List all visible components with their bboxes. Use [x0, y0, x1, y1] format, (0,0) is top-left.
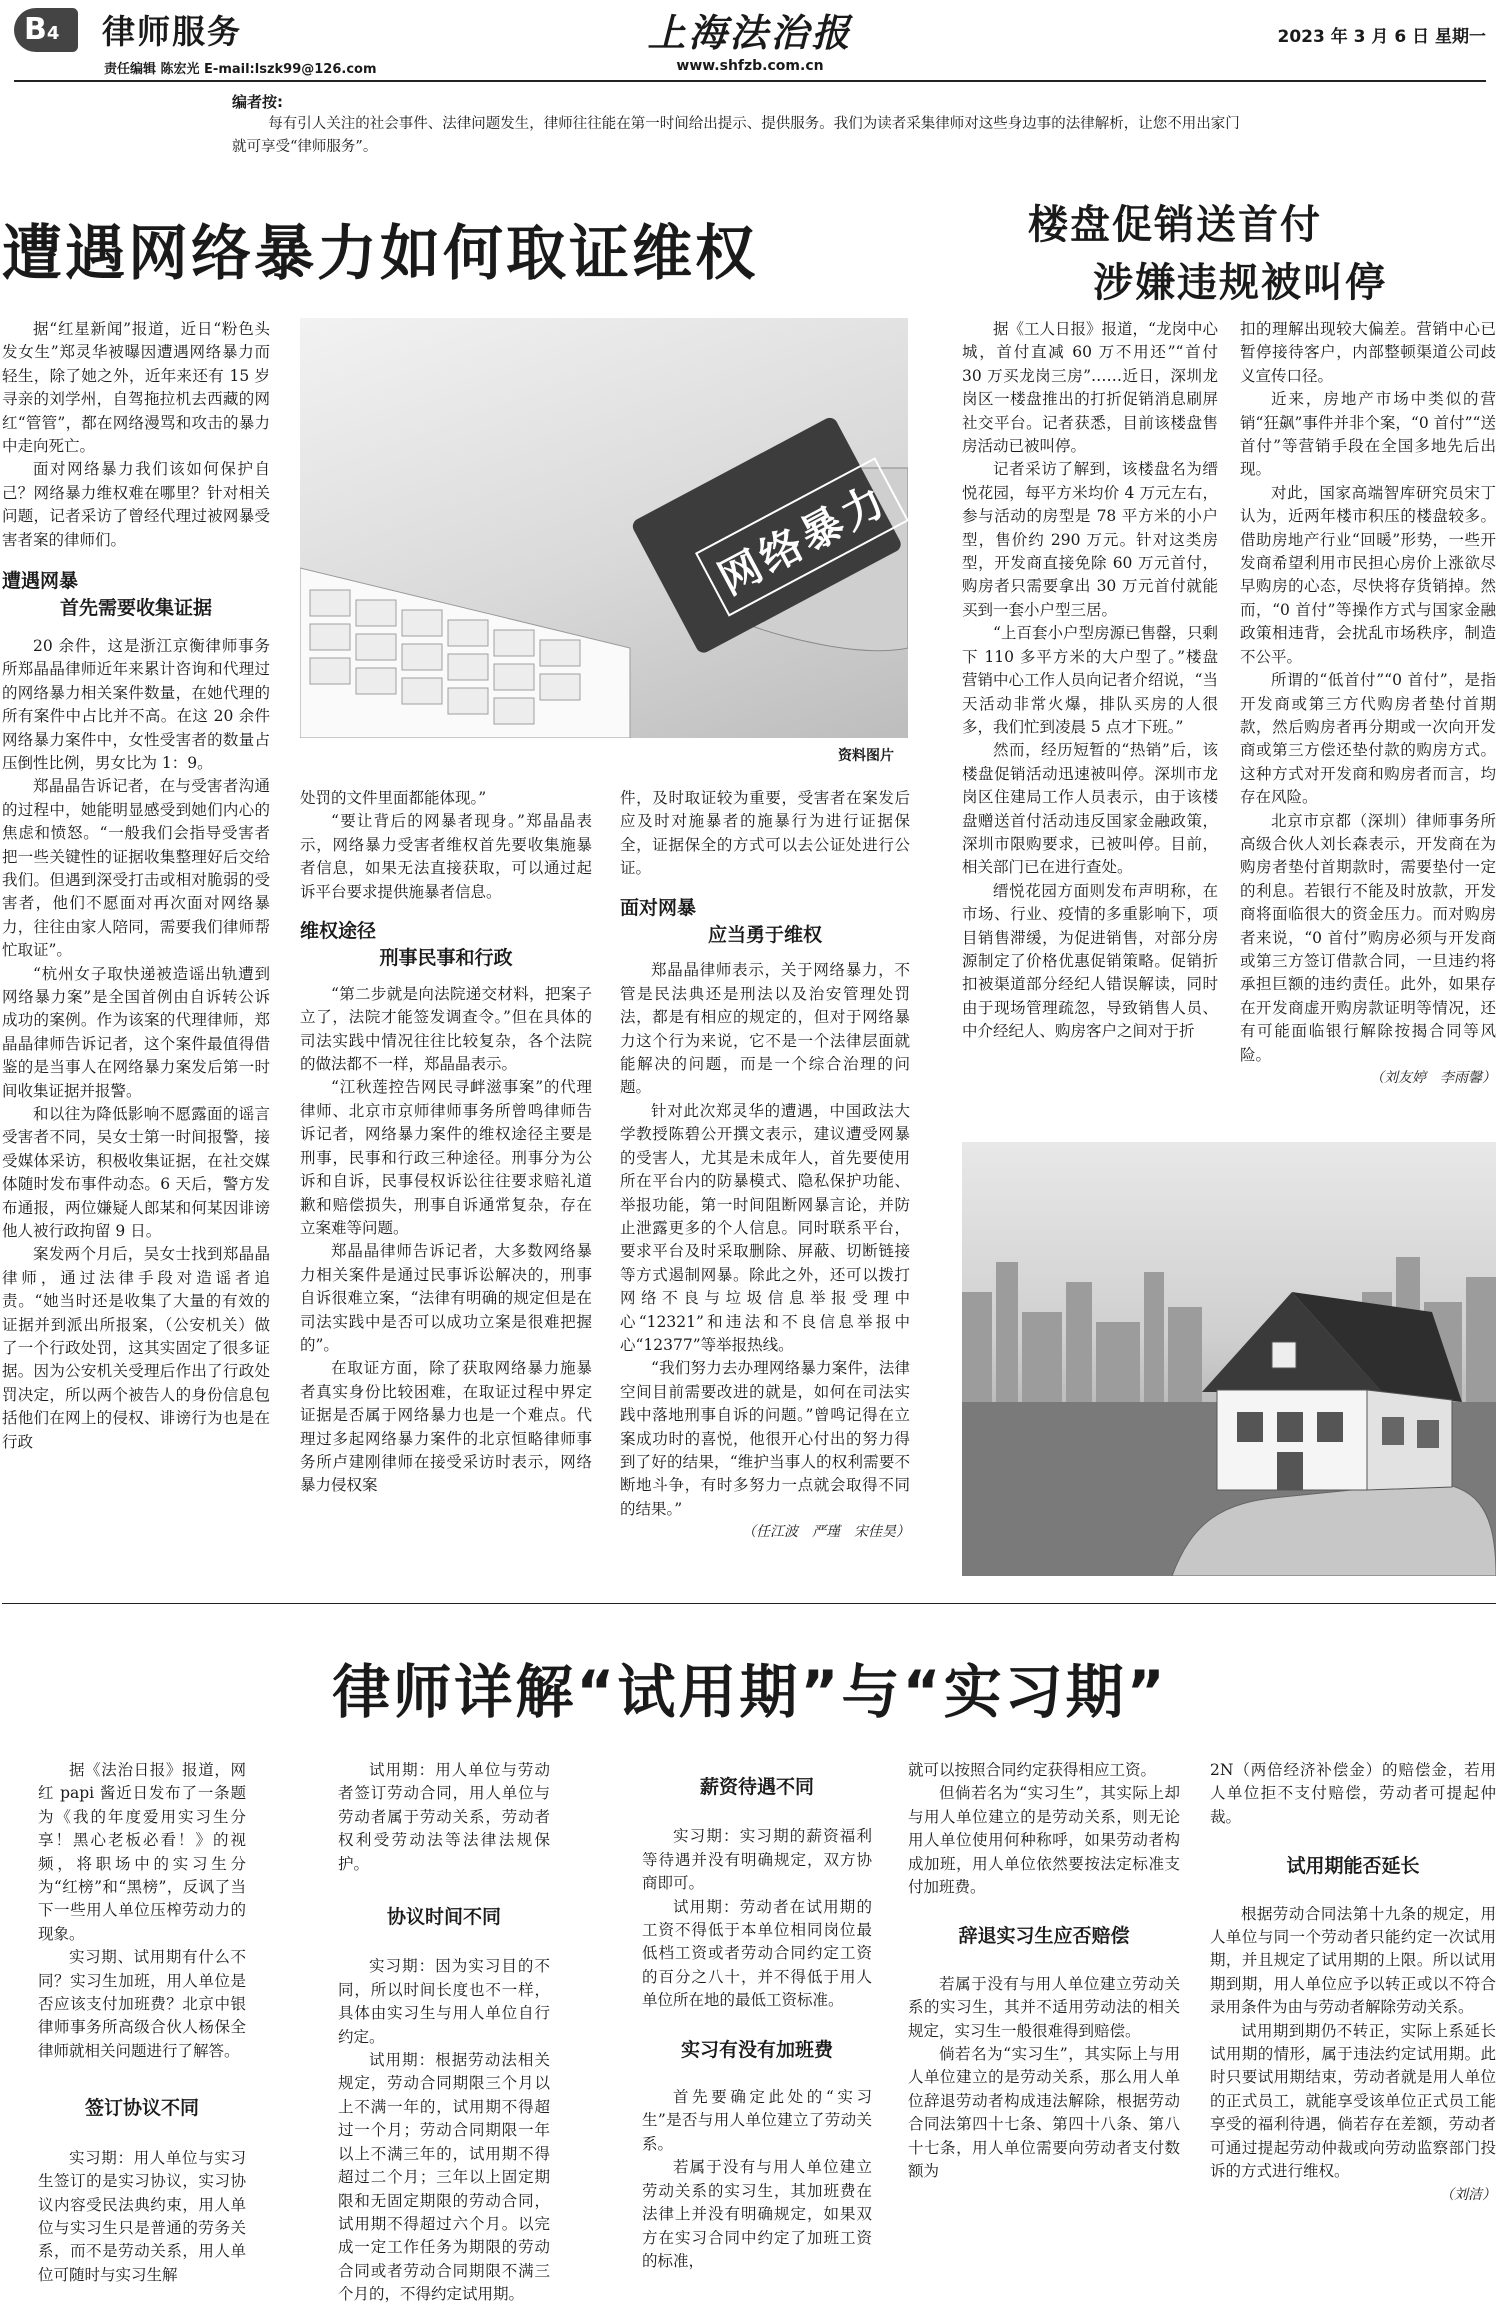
article2-column-2 [1240, 318, 1496, 1090]
article1-photo [300, 318, 908, 738]
article3-column-3 [642, 1776, 872, 2273]
paragraph: 所谓的“低首付”“0 首付”，是指开发商或第三方代购房者垫付首期款，然后购房者再分期或一次向开发商或第三方偿还垫付款的购房方式。这种方式对开发商和购房者而言，均存在风险。 [1240, 671, 1496, 807]
article2-title-line-1: 楼盘促销送首付 [1028, 202, 1322, 248]
issue-date: 2023 年 3 月 6 日 星期一 [1277, 27, 1486, 47]
paragraph: 就可以按照合同约定获得相应工资。 [908, 1761, 1157, 1779]
paragraph: 试用期：根据劳动法相关规定，劳动合同期限三个月以上不满一年的，试用期不得超过一个月；劳动合同期限一年以上不满三年的，试用期不得超过二个月；三年以上固定期限和无固定期限的劳动合同，试用期不得超过六个月。以完成一定工作任务为期限的劳动合同或者劳动合同期限不满三个月的，不得约定试用期。 [338, 2051, 550, 2304]
paragraph: 记者采访了解到，该楼盘名为缙悦花园，每平方米均价 4 万元左右，参与活动的房型是 78 平方米的小户型，售价约 290 万元。针对这类房型，开发商直接免除 60 万元首付，购房者只需要拿出 30 万元首付就能买到一套小户型三居。 [962, 460, 1218, 619]
article3-title: 律师详解“试用期”与“实习期” [332, 1658, 1168, 1726]
paragraph: 实习期、试用期有什么不同？实习生加班，用人单位是否应该支付加班费？北京中银律师事务所高级合伙人杨保全律师就相关问题进行了解答。 [38, 1948, 246, 2060]
paragraph: “杭州女子取快递被造谣出轨遭到网络暴力案”是全国首例由自诉转公诉成功的案例。作为该案的代理律师，郑晶晶律师告诉记者，这个案件最值得借鉴的是当事人在网络暴力案发后第一时间收集证据并报警。 [2, 964, 270, 1100]
paragraph: 对此，国家高端智库研究员宋丁认为，近两年楼市积压的楼盘较多。借助房地产行业“回暖”形势，一些开发商希望利用市民担心房价上涨欲尽早购房的心态，尽快将存货销掉。然而，“0 首付”等操作方式与国家金融政策相违背，会扰乱市场秩序，制造不公平。 [1240, 483, 1496, 666]
article3-column-1 [38, 1759, 246, 2287]
paragraph: 件，及时取证较为重要，受害者在案发后应及时对施暴者的施暴行为进行证据保全，证据保全的方式可以去公证处进行公证。 [620, 789, 910, 878]
subheading: 薪资待遇不同 [699, 1776, 814, 1798]
paragraph: 缙悦花园方面则发布声明称，在市场、行业、疫情的多重影响下，项目销售滞缓，为促进销售，对部分房源制定了价格优惠促销策略。促销折扣被渠道部分经纪人错误解读，同时由于现场管理疏忽，导致销售人员、中介经纪人、购房客户之间对于折 [962, 881, 1218, 1041]
section-divider [2, 1603, 1496, 1604]
paragraph: “我们努力去办理网络暴力案件，法律空间目前需要改进的就是，如何在司法实践中落地刑事自诉的问题。”曾鸣记得在立案成功时的喜悦，他很开心付出的努力得到了好的结果，“维护当事人的权利需要不断地斗争，有时多努力一点就会取得不同的结果。” [620, 1359, 910, 1518]
paragraph: 据《工人日报》报道，“龙岗中心城，首付直减 60 万不用还”“首付 30 万买龙岗三房”……近日，深圳龙岗区一楼盘推出的打折促销消息刷屏社交平台。记者获悉，目前该楼盘售房活动已被叫停。 [962, 320, 1218, 456]
paragraph: 郑晶晶律师告诉记者，大多数网络暴力相关案件是通过民事诉讼解决的，刑事自诉很难立案，“法律有明确的规定但是在司法实践中是否可以成功立案是很难把握的”。 [300, 1242, 592, 1354]
paragraph: “要让背后的网暴者现身。”郑晶晶表示，网络暴力受害者维权首先要收集施暴者信息，如果无法直接获取，可以通过起诉平台要求提供施暴者信息。 [300, 812, 592, 901]
paragraph: 处罚的文件里面都能体现。” [300, 789, 487, 807]
page-badge-number: 4 [46, 23, 60, 44]
paragraph: 若属于没有与用人单位建立劳动关系的实习生，其加班费在法律上并没有明确规定，如果双方在实习合同中约定了加班工资的标准， [642, 2158, 872, 2270]
article3-column-5 [1210, 1759, 1496, 2207]
subheading: 辞退实习生应否赔偿 [958, 1925, 1130, 1948]
paragraph: 扣的理解出现较大偏差。营销中心已暂停接待客户，内部整顿渠道公司歧义宣传口径。 [1240, 320, 1496, 385]
subheading: 维权途径 [300, 920, 377, 943]
paragraph: 实习期：因为实习目的不同，所以时间长度也不一样，具体由实习生与用人单位自行约定。 [338, 1957, 550, 2046]
page-badge-letter: B [24, 12, 47, 47]
paragraph: 和以往为降低影响不愿露面的谣言受害者不同，吴女士第一时间报警，接受媒体采访，积极收集证据，在社交媒体随时发布事件动态。6 天后，警方发布通报，两位嫌疑人郎某和何某因诽谤他人被行政拘留 9 日。 [2, 1105, 270, 1241]
paragraph: 试用期：用人单位与劳动者签订劳动合同，用人单位与劳动者属于劳动关系，劳动者权利受劳动法等法律法规保护。 [338, 1761, 550, 1873]
subheading: 遭遇网暴 [2, 570, 79, 593]
paragraph: 根据劳动合同法第十九条的规定，用人单位与同一个劳动者只能约定一次试用期，并且规定了试用期的上限。所以试用期到期，用人单位应予以转正或以不符合录用条件为由与劳动者解除劳动关系。 [1210, 1904, 1496, 2017]
article1-column-1 [2, 318, 270, 1454]
article2-title-line-2: 涉嫌违规被叫停 [1093, 260, 1387, 306]
website: www.shfzb.com.cn [676, 58, 824, 74]
article2-column-1 [962, 318, 1218, 1044]
paragraph: 北京市京都（深圳）律师事务所高级合伙人刘长森表示，开发商在为购房者垫付首期款时，需要垫付一定的利息。若银行不能及时放款，开发商将面临很大的资金压力。而对购房者来说，“0 首付”购房必须与开发商或第三方签订借款合同，一旦违约将承担巨额的违约责任。此外，如果存在开发商虚开购房款证明等情况，还有可能面临银行解除按揭合同等风险。 [1240, 811, 1496, 1064]
article2-photo [962, 1142, 1496, 1576]
subheading: 签订协议不同 [84, 2097, 199, 2120]
header-rule [14, 80, 1486, 82]
subheading: 刑事民事和行政 [379, 947, 513, 970]
section-title: 律师服务 [102, 12, 242, 51]
article1-column-3 [620, 787, 910, 1545]
subheading: 首先需要收集证据 [59, 597, 212, 620]
byline: （刘友婷 李雨馨） [1370, 1070, 1496, 1086]
paragraph: 针对此次郑灵华的遭遇，中国政法大学教授陈碧公开撰文表示，建议遭受网暴的受害人，尤其是未成年人，首先要使用所在平台内的防暴模式、隐私保护功能、举报功能，第一时间阻断网暴言论，并防止泄露更多的个人信息。同时联系平台，要求平台及时采取删除、屏蔽、切断链接等方式遏制网暴。除此之外，还可以拨打网络不良与垃圾信息举报受理中心“12321”和违法和不良信息举报中心“12377”等举报热线。 [620, 1101, 910, 1354]
subheading: 协议时间不同 [386, 1906, 501, 1929]
editor-note-text: 每有引人关注的社会事件、法律问题发生，律师往往能在第一时间给出提示、提供服务。我们为读者采集律师对这些身边事的法律解析，让您不用出家门就可享受“律师服务”。 [232, 116, 1240, 155]
byline: （任江波 严瑾 宋佳昊） [742, 1524, 910, 1541]
article1-title: 遭遇网络暴力如何取证维权 [2, 219, 758, 289]
card-text: 网络暴力 [695, 457, 908, 616]
byline: （刘洁） [1440, 2186, 1496, 2203]
paragraph: 实习期：用人单位与实习生签订的是实习协议，实习协议内容受民法典约束，用人单位与实习生只是普通的劳务关系，而不是劳动关系，用人单位可随时与实习生解 [38, 2148, 246, 2284]
subheading: 面对网暴 [620, 896, 697, 919]
paragraph: 近来，房地产市场中类似的营销“狂飙”事件并非个案，“0 首付”“送首付”等营销手段在全国多地先后出现。 [1240, 390, 1496, 479]
paragraph: “上百套小户型房源已售罄，只剩下 110 多平方米的大户型了。”楼盘营销中心工作人员向记者介绍说，“当天活动非常火爆，排队买房的人很多，我们忙到凌晨 5 点才下班。” [962, 624, 1218, 736]
paragraph: 据《法治日报》报道，网红 papi 酱近日发布了一条题为《我的年度爱用实习生分享！黑心老板必看！》的视频，将职场中的实习生分为“红榜”和“黑榜”，反讽了当下一些用人单位压榨劳动力的现象。 [38, 1761, 246, 1943]
paragraph: 据“红星新闻”报道，近日“粉色头发女生”郑灵华被曝因遭遇网络暴力而轻生，除了她之外，近年来还有 15 岁寻亲的刘学州，自驾拖拉机去西藏的网红“管管”，都在网络漫骂和攻击的暴力中走向死亡。 [2, 320, 270, 456]
paragraph: 2N（两倍经济补偿金）的赔偿金，若用人单位拒不支付赔偿，劳动者可提起仲裁。 [1210, 1761, 1496, 1826]
paragraph: 试用期到期仍不转正，实际上系延长试用期的情形，属于违法约定试用期。此时只要试用期结束，劳动者就是用人单位的正式员工，就能享受该单位正式员工能享受的福利待遇，倘若存在差额，劳动者可通过提起劳动仲裁或向劳动监察部门投诉的方式进行维权。 [1210, 2021, 1496, 2181]
paragraph: “第二步就是向法院递交材料，把案子立了，法院才能签发调查令。”但在具体的司法实践中情况往往比较复杂，各个法院的做法都不一样，郑晶晶表示。 [300, 984, 592, 1074]
page-badge [14, 8, 78, 52]
subheading: 应当勇于维权 [707, 924, 822, 947]
article1-column-2 [300, 787, 592, 1498]
article2-title [960, 196, 1480, 312]
masthead: 上海法治报 [647, 10, 853, 55]
paragraph: 面对网络暴力我们该如何保护自己？网络暴力维权难在哪里？针对相关问题，记者采访了曾经代理过被网暴受害者案的律师们。 [2, 460, 270, 549]
article3-column-4 [908, 1759, 1180, 2184]
editor-note-label: 编者按: [232, 93, 283, 111]
paragraph: 在取证方面，除了获取网络暴力施暴者真实身份比较困难，在取证过程中界定证据是否属于网络暴力也是一个难点。代理过多起网络暴力案件的北京恒略律师事务所卢建刚律师在接受采访时表示，网络暴力侵权案 [300, 1359, 592, 1495]
paragraph: 20 余件，这是浙江京衡律师事务所郑晶晶律师近年来累计咨询和代理过的网络暴力相关案件数量，在她代理的所有案件中占比并不高。在这 20 余件网络暴力案件中，女性受害者的数量占压倒性比例，男女比为 1：9。 [2, 636, 270, 772]
photo-caption: 资料图片 [838, 748, 894, 764]
paragraph: 试用期：劳动者在试用期的工资不得低于本单位相同岗位最低档工资或者劳动合同约定工资的百分之八十，并不得低于用人单位所在地的最低工资标准。 [642, 1897, 872, 2010]
paragraph: “江秋莲控告网民寻衅滋事案”的代理律师、北京市京师律师事务所曾鸣律师告诉记者，网络暴力案件的维权途径主要是刑事，民事和行政三种途径。刑事分为公诉和自诉，民事侵权诉讼往往要求赔礼道歉和赔偿损失，刑事自诉通常复杂，存在立案难等问题。 [300, 1078, 592, 1237]
paragraph: 郑晶晶律师表示，关于网络暴力，不管是民法典还是刑法以及治安管理处罚法，都是有相应的规定的，但对于网络暴力这个行为来说，它不是一个法律层面就能解决的问题，而是一个综合治理的问题。 [620, 961, 910, 1097]
subheading: 试用期能否延长 [1286, 1855, 1420, 1878]
house-model-illustration [962, 1142, 1496, 1576]
paragraph: 倘若名为“实习生”，其实际上与用人单位建立的是劳动关系，那么用人单位辞退劳动者构成违法解除，根据劳动合同法第四十七条、第四十八条、第八十七条，用人单位需要向劳动者支付数额为 [908, 2045, 1180, 2181]
paragraph: 若属于没有与用人单位建立劳动关系的实习生，其并不适用劳动法的相关规定，实习生一般很难得到赔偿。 [908, 1974, 1180, 2040]
subheading: 实习有没有加班费 [680, 2038, 833, 2061]
editor-line: 责任编辑 陈宏光 E-mail:lszk99@126.com [104, 62, 377, 77]
paragraph: 但倘若名为“实习生”，其实际上却与用人单位建立的是劳动关系，则无论用人单位使用何种称呼，如果劳动者构成加班，用人单位依然要按法定标准支付加班费。 [908, 1784, 1180, 1897]
paragraph: 案发两个月后，吴女士找到郑晶晶律师，通过法律手段对造谣者追责。“她当时还是收集了大量的有效的证据并到派出所报案，（公安机关）做了一个行政处罚，这其实固定了很多证据。因为公安机关受理后作出了行政处罚决定，所以两个被告人的身份信息包括他们在网上的侵权、诽谤行为也是在行政 [2, 1245, 270, 1451]
paragraph: 然而，经历短暂的“热销”后，该楼盘促销活动迅速被叫停。深圳市龙岗区住建局工作人员表示，由于该楼盘赠送首付活动违反国家金融政策，深圳市限购要求，已被叫停。目前，相关部门已在进行查处。 [962, 741, 1218, 877]
paragraph: 郑晶晶告诉记者，在与受害者沟通的过程中，她能明显感受到她们内心的焦虑和愤怒。“一般我们会指导受害者把一些关键性的证据收集整理好后交给我们。但遇到深受打击或相对脆弱的受害者，他们不愿面对再次面对网络暴力，往往由家人陪同，需要我们律师帮忙取证”。 [2, 777, 270, 960]
article3-column-2 [338, 1759, 550, 2307]
paragraph: 首先要确定此处的“实习生”是否与用人单位建立了劳动关系。 [642, 2088, 872, 2153]
paragraph: 实习期：实习期的薪资福利等待遇并没有明确规定，双方协商即可。 [642, 1827, 872, 1893]
